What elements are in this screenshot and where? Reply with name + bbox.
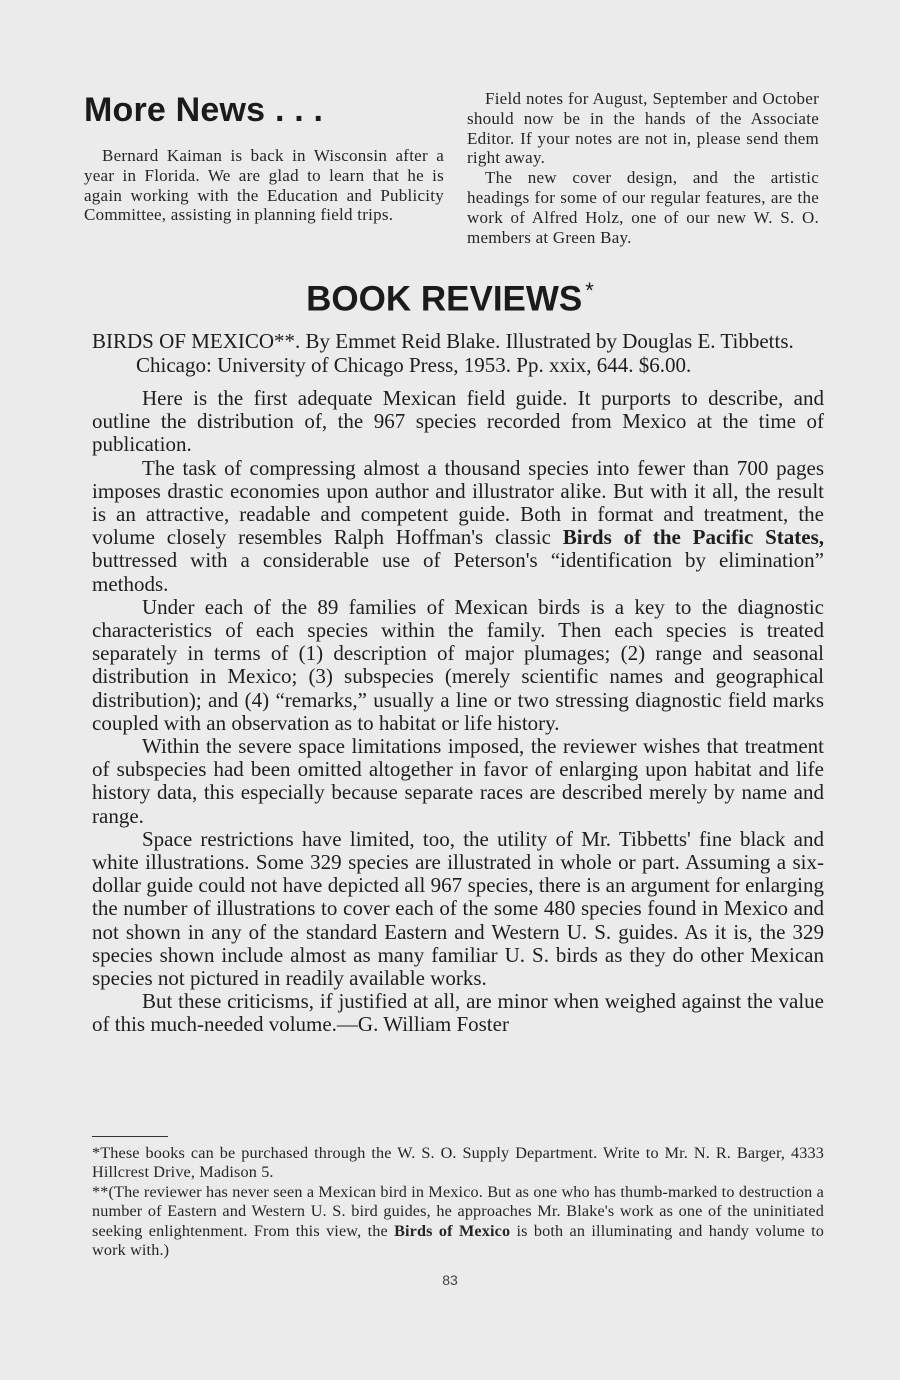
review-paragraph-1: Here is the first adequate Mexican field guide. It purports to describe, and outline the distribution of, the 967 species recorded from Mexico at the time of publication. [92,386,824,457]
footnote-rule [92,1136,168,1137]
review-paragraph-4: Within the severe space limitations imposed, the reviewer wishes that treatment of subspecies had been omitted altogether in favor of enlarging upon habitat and life history data, this especially because separate races are described merely by name and range. [92,734,824,828]
footnote-2-book-title: Birds of Mexico [394,1221,511,1240]
review-paragraph-2-text-b: buttressed with a considerable use of Peterson's “identification by elimination” methods. [92,548,824,596]
review-paragraph-2-book-title: Birds of the Pacific States, [562,525,824,550]
footnote-2 [92,1183,824,1261]
footnote-2-text-b: is both an illuminating and handy volume to work with.) [92,1221,824,1260]
review-paragraph-3: Under each of the 89 families of Mexican birds is a key to the diagnostic characteristics of each species within the family. Then each species is treated separately in terms of (1) description of major plumages; (2) range and seasonal distribution in Mexico; (3) subspecies (merely scientific names and geographical distribution); and (4) “remarks,” usually a line or two stressing diagnostic field marks coupled with an observation as to habitat or life history. [92,594,824,735]
review-paragraph-2 [92,457,824,596]
page-number: 83 [442,1272,458,1288]
news-right-column [467,89,819,247]
review-citation: BIRDS OF MEXICO**. By Emmet Reid Blake. Illustrated by Douglas E. Tibbetts. Chicago: University of Chicago Press, 1953. Pp. xxix, 644. $6.00. [92,329,794,377]
book-review [92,330,824,1037]
section-title [0,268,900,323]
review-paragraph-5: Space restrictions have limited, too, the utility of Mr. Tibbetts' fine black and white illustrations. Some 329 species are illustrated in whole or part. Assuming a six-dollar guide could not have depicted all 967 species, there is an argument for enlarging the number of illustrations to cover each of the some 480 species found in Mexico and not shown in any of the standard Eastern and Western U. S. guides. As it is, the 329 species shown include almost as many familiar U. S. birds as they do other Mexican species not pictured in readily available works. [92,826,824,991]
news-left-column [84,88,444,225]
news-paragraph-cover-design: The new cover design, and the artistic headings for some of our regular features, are the work of Alfred Holz, one of our new W. S. O. members at Green Bay. [467,168,819,247]
footnote-1: *These books can be purchased through the W. S. O. Supply Department. Write to Mr. N. R. Barger, 4333 Hillcrest Drive, Madison 5. [92,1144,824,1182]
section-title-asterisk: * [585,278,594,303]
footnotes [92,1144,824,1260]
news-heading: More News . . . [84,91,324,129]
news-paragraph-field-notes: Field notes for August, September and October should now be in the hands of the Associate Editor. If your notes are not in, please send them right away. [467,89,819,168]
news-paragraph-kaiman: Bernard Kaiman is back in Wisconsin after a year in Florida. We are glad to learn that he is again working with the Education and Publicity Committee, assisting in planning field trips. [84,146,444,225]
review-paragraph-2-text-a: The task of compressing almost a thousand species into fewer than 700 pages imposes drastic economies upon author and illustrator alike. But with it all, the result is an attractive, readable and competent guide. Both in format and treatment, the volume closely resembles Ralph Hoffman's classic [92,455,824,550]
review-paragraph-6: But these criticisms, if justified at all, are minor when weighed against the value of this much-needed volume.—G. William Foster [92,989,824,1037]
section-title-text: BOOK REVIEWS [306,279,583,319]
footnote-2-text-a: **(The reviewer has never seen a Mexican bird in Mexico. But as one who has thumb-marked to destruction a number of Eastern and Western U. S. bird guides, he approaches Mr. Blake's work as one of the uninitiated seeking enlightenment. From this view, the [92,1182,824,1240]
